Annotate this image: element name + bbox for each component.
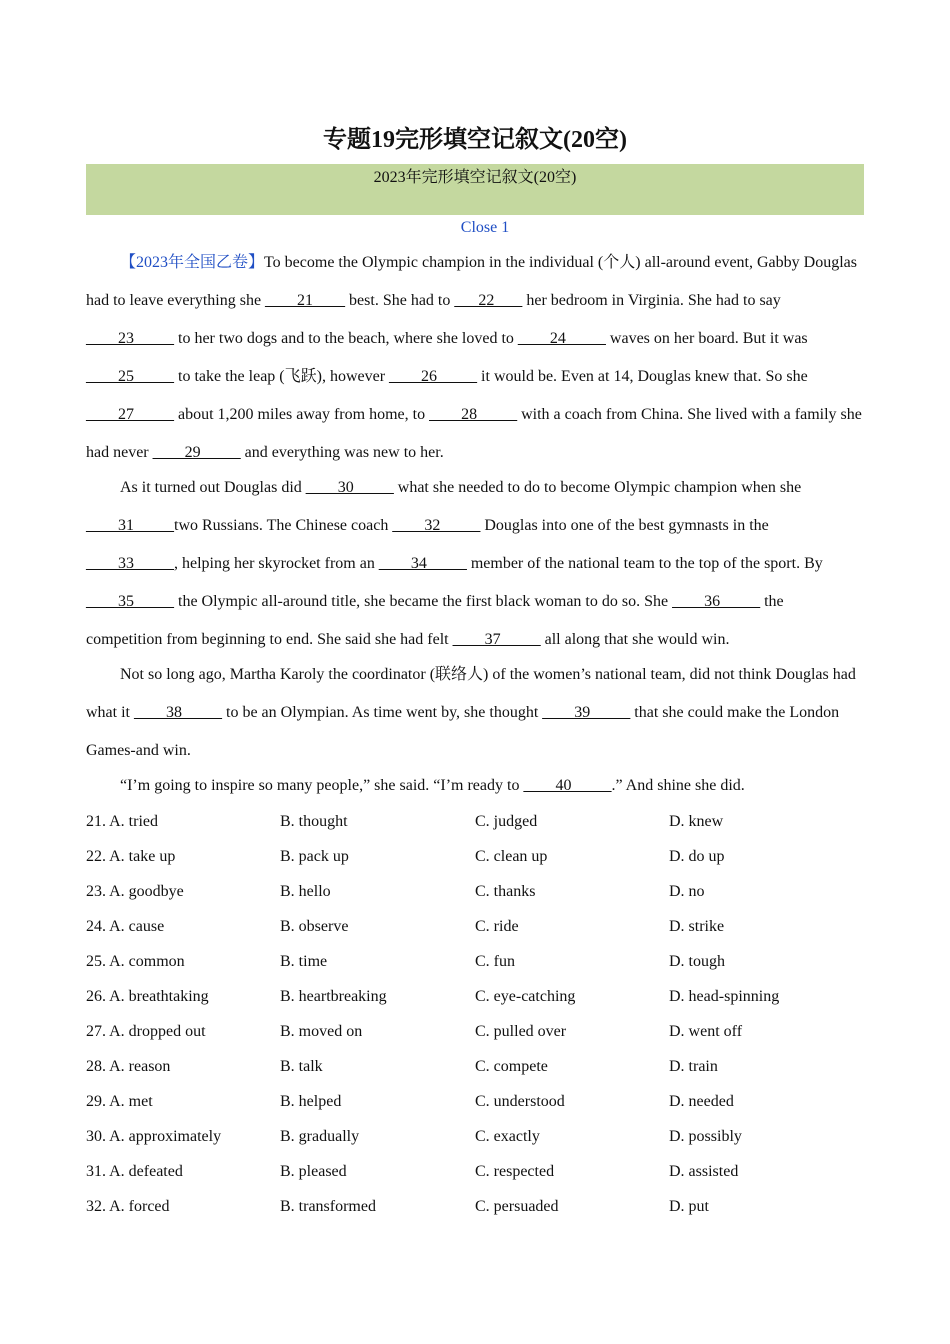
option-22-b: B. pack up — [280, 848, 349, 865]
passage-text: to take the leap (飞跃), however — [174, 368, 390, 385]
passage-text: it would be. Even at 14, Douglas knew that. So she — [477, 368, 808, 385]
option-27-b: B. moved on — [280, 1023, 363, 1040]
option-25-d: D. tough — [669, 953, 725, 970]
option-row-21 — [86, 806, 864, 841]
page-title: 专题19完形填空记叙文(20空) — [323, 127, 627, 153]
option-26-a: 26. A. breathtaking — [86, 988, 209, 1005]
option-25-b: B. time — [280, 953, 328, 970]
passage-text: about 1,200 miles away from home, to — [174, 406, 430, 423]
blank-37: ____37_____ — [452, 631, 541, 648]
passage-text: what she needed to do to become Olympic champion when she — [393, 479, 802, 496]
option-28-d: D. train — [669, 1058, 718, 1075]
blank-31: ____31_____ — [86, 517, 174, 534]
option-32-d: D. put — [669, 1198, 709, 1215]
blank-28: ____28_____ — [429, 406, 518, 423]
blank-23: ____23_____ — [86, 330, 174, 347]
option-21-c: C. judged — [475, 813, 538, 830]
option-30-d: D. possibly — [669, 1128, 742, 1145]
option-26-c: C. eye-catching — [475, 988, 576, 1005]
option-22-d: D. do up — [669, 848, 725, 865]
passage-text: Douglas into one of the best gymnasts in the — [480, 517, 769, 534]
source-tag: 【2023年全国乙卷】 — [120, 254, 265, 271]
option-row-31 — [86, 1156, 864, 1191]
option-21-d: D. knew — [669, 813, 724, 830]
cloze-label: Close 1 — [460, 219, 510, 236]
option-23-a: 23. A. goodbye — [86, 883, 184, 900]
option-31-a: 31. A. defeated — [86, 1163, 183, 1180]
option-row-32 — [86, 1191, 864, 1226]
passage-text: best. She had to — [345, 292, 455, 309]
passage-text: “I’m going to inspire so many people,” she said. “I’m ready to — [120, 777, 524, 794]
passage-text: .” And shine she did. — [611, 777, 745, 794]
option-32-b: B. transformed — [280, 1198, 376, 1215]
option-29-c: C. understood — [475, 1093, 565, 1110]
passage-text: two Russians. The Chinese coach — [174, 517, 393, 534]
passage-paragraph-1 — [86, 244, 864, 472]
blank-32: ____32_____ — [392, 517, 481, 534]
blank-38: ____38_____ — [134, 704, 222, 721]
option-28-c: C. compete — [475, 1058, 548, 1075]
option-row-25 — [86, 946, 864, 981]
option-row-29 — [86, 1086, 864, 1121]
option-23-d: D. no — [669, 883, 705, 900]
cloze-passage — [86, 244, 864, 805]
option-28-a: 28. A. reason — [86, 1058, 171, 1075]
blank-26: ____26_____ — [389, 368, 478, 385]
passage-text: Not so long ago, Martha Karoly the coordinator (联络人) of the women’s national team, did not think Douglas had what it — [86, 666, 856, 721]
option-row-30 — [86, 1121, 864, 1156]
blank-35: ____35_____ — [86, 593, 174, 610]
option-27-d: D. went off — [669, 1023, 743, 1040]
passage-text: the Olympic all-around title, she became the first black woman to do so. She — [174, 593, 673, 610]
blank-33: ____33_____ — [86, 555, 174, 572]
blank-40: ____40_____ — [523, 777, 612, 794]
blank-22: ___22___ — [454, 292, 523, 309]
answer-options — [86, 806, 864, 1226]
option-30-b: B. gradually — [280, 1128, 360, 1145]
option-27-c: C. pulled over — [475, 1023, 567, 1040]
blank-29: ____29_____ — [152, 444, 241, 461]
option-28-b: B. talk — [280, 1058, 323, 1075]
option-22-c: C. clean up — [475, 848, 548, 865]
passage-text: to her two dogs and to the beach, where she loved to — [174, 330, 518, 347]
option-31-c: C. respected — [475, 1163, 555, 1180]
option-26-b: B. heartbreaking — [280, 988, 387, 1005]
option-29-b: B. helped — [280, 1093, 342, 1110]
option-row-26 — [86, 981, 864, 1016]
passage-paragraph-2 — [86, 469, 864, 659]
option-25-a: 25. A. common — [86, 953, 185, 970]
option-30-c: C. exactly — [475, 1128, 540, 1145]
option-29-a: 29. A. met — [86, 1093, 153, 1110]
blank-39: ____39_____ — [542, 704, 631, 721]
blank-25: ____25_____ — [86, 368, 174, 385]
blank-21: ____21____ — [265, 292, 346, 309]
passage-text: the competition from beginning to end. She said she had felt — [86, 593, 784, 648]
passage-text: her bedroom in Virginia. She had to say — [522, 292, 781, 309]
passage-text: and everything was new to her. — [240, 444, 444, 461]
passage-text: to be an Olympian. As time went by, she thought — [222, 704, 543, 721]
section-banner-text: 2023年完形填空记叙文(20空) — [373, 169, 577, 186]
option-23-b: B. hello — [280, 883, 331, 900]
option-32-c: C. persuaded — [475, 1198, 559, 1215]
option-21-b: B. thought — [280, 813, 348, 830]
option-row-28 — [86, 1051, 864, 1086]
option-24-a: 24. A. cause — [86, 918, 165, 935]
option-30-a: 30. A. approximately — [86, 1128, 222, 1145]
option-24-d: D. strike — [669, 918, 725, 935]
passage-text: with a coach from China. She lived with a family she had never — [86, 406, 862, 461]
option-24-c: C. ride — [475, 918, 519, 935]
blank-27: ____27_____ — [86, 406, 174, 423]
passage-text: that she could make the London Games-and win. — [86, 704, 840, 759]
option-29-d: D. needed — [669, 1093, 734, 1110]
option-21-a: 21. A. tried — [86, 813, 158, 830]
option-26-d: D. head-spinning — [669, 988, 780, 1005]
blank-34: ____34_____ — [378, 555, 467, 572]
option-24-b: B. observe — [280, 918, 349, 935]
blank-36: ____36_____ — [672, 593, 761, 610]
option-row-23 — [86, 876, 864, 911]
passage-paragraph-4 — [86, 767, 864, 805]
option-31-d: D. assisted — [669, 1163, 739, 1180]
passage-text: To become the Olympic champion in the individual (个人) all-around event, Gabby Douglas had to leave everything she — [86, 254, 857, 309]
passage-paragraph-3 — [86, 656, 864, 770]
passage-text: , helping her skyrocket from an — [174, 555, 379, 572]
option-row-24 — [86, 911, 864, 946]
passage-text: all along that she would win. — [540, 631, 730, 648]
option-25-c: C. fun — [475, 953, 515, 970]
option-27-a: 27. A. dropped out — [86, 1023, 206, 1040]
passage-text: member of the national team to the top of the sport. By — [466, 555, 823, 572]
passage-text: As it turned out Douglas did — [120, 479, 306, 496]
passage-text: waves on her board. But it was — [605, 330, 808, 347]
blank-24: ____24_____ — [517, 330, 606, 347]
option-31-b: B. pleased — [280, 1163, 347, 1180]
option-23-c: C. thanks — [475, 883, 536, 900]
option-row-22 — [86, 841, 864, 876]
option-32-a: 32. A. forced — [86, 1198, 170, 1215]
option-22-a: 22. A. take up — [86, 848, 176, 865]
option-row-27 — [86, 1016, 864, 1051]
blank-30: ____30_____ — [305, 479, 394, 496]
